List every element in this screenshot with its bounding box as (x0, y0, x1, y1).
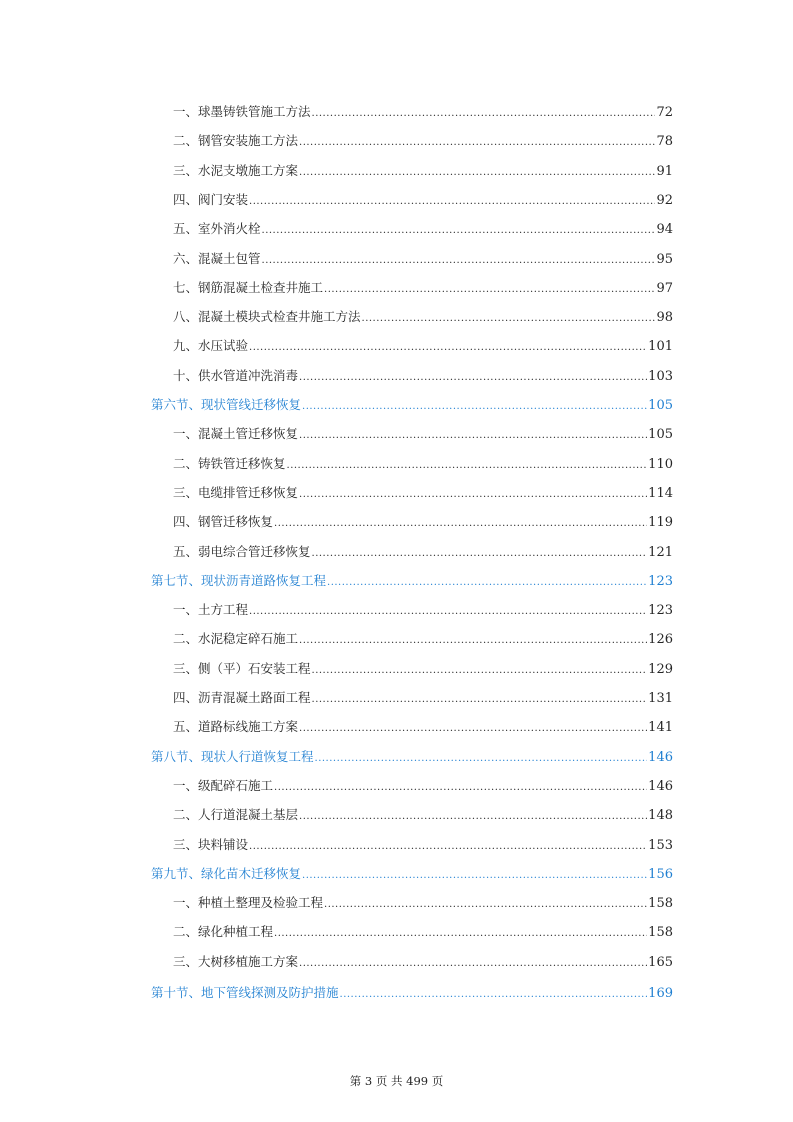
toc-entry-title: 四、钢管迁移恢复 (173, 514, 274, 530)
toc-page-number: 119 (648, 515, 673, 531)
toc-subsection-entry[interactable] (173, 308, 673, 326)
toc-leader-dots (302, 398, 647, 416)
toc-leader-dots (299, 486, 647, 504)
toc-subsection-entry[interactable] (173, 836, 673, 854)
toc-subsection-entry[interactable] (173, 660, 673, 678)
toc-leader-dots (312, 105, 656, 123)
toc-page-number: 146 (648, 778, 673, 794)
toc-leader-dots (249, 603, 647, 621)
toc-subsection-entry[interactable] (173, 103, 673, 121)
toc-leader-dots (287, 457, 648, 475)
toc-page-number: 92 (656, 192, 673, 208)
toc-entry-title: 二、铸铁管迁移恢复 (173, 455, 286, 471)
toc-entry-title: 二、钢管安装施工方法 (173, 133, 299, 149)
toc-subsection-entry[interactable] (173, 894, 673, 912)
toc-page-number: 114 (648, 485, 673, 501)
toc-entry-title: 第九节、绿化苗木迁移恢复 (151, 865, 302, 881)
toc-leader-dots (340, 986, 648, 1004)
toc-entry-title: 五、弱电综合管迁移恢复 (173, 543, 311, 559)
toc-entry-title: 一、种植土整理及检验工程 (173, 895, 324, 911)
toc-leader-dots (302, 867, 647, 885)
toc-subsection-entry[interactable] (173, 220, 673, 238)
toc-subsection-entry[interactable] (173, 337, 673, 355)
toc-leader-dots (299, 955, 647, 973)
toc-leader-dots (312, 545, 648, 563)
toc-page-number: 169 (648, 986, 673, 1001)
toc-page-number: 91 (656, 163, 673, 179)
toc-page-number: 103 (648, 368, 673, 384)
toc-page-number: 101 (648, 339, 673, 355)
toc-subsection-entry[interactable] (173, 689, 673, 707)
toc-page-number: 141 (648, 720, 673, 736)
toc-section-entry[interactable] (151, 748, 673, 766)
toc-page-number: 78 (656, 134, 673, 150)
toc-page-number: 129 (648, 661, 673, 677)
toc-page-number: 121 (648, 544, 673, 560)
toc-page-number: 148 (648, 808, 673, 824)
toc-leader-dots (249, 838, 647, 856)
toc-page-number: 97 (656, 280, 673, 296)
toc-entry-title: 六、混凝土包管 (173, 250, 261, 266)
toc-leader-dots (249, 193, 655, 211)
toc-leader-dots (299, 164, 655, 182)
toc-entry-title: 八、混凝土模块式检查井施工方法 (173, 309, 361, 325)
toc-subsection-entry[interactable] (173, 484, 673, 502)
toc-page-number: 110 (648, 456, 673, 472)
toc-page-number: 156 (648, 866, 673, 882)
toc-leader-dots (315, 750, 648, 768)
toc-entry-title: 第七节、现状沥青道路恢复工程 (151, 572, 327, 588)
toc-entry-title: 二、绿化种植工程 (173, 924, 274, 940)
toc-leader-dots (249, 339, 647, 357)
toc-subsection-entry[interactable] (173, 630, 673, 648)
toc-entry-title: 五、室外消火栓 (173, 221, 261, 237)
toc-subsection-entry[interactable] (173, 953, 673, 971)
toc-entry-title: 四、阀门安装 (173, 191, 249, 207)
toc-entry-title: 三、电缆排管迁移恢复 (173, 484, 299, 500)
toc-subsection-entry[interactable] (173, 425, 673, 443)
page-number-text: 第 3 页 共 499 页 (349, 1074, 444, 1088)
toc-leader-dots (299, 134, 655, 152)
toc-page-number: 105 (648, 398, 673, 413)
toc-page-number: 94 (656, 222, 673, 238)
toc-entry-title: 二、水泥稳定碎石施工 (173, 631, 299, 647)
toc-subsection-entry[interactable] (173, 923, 673, 941)
toc-section-entry[interactable] (151, 865, 673, 883)
toc-leader-dots (299, 427, 647, 445)
toc-section-entry[interactable] (151, 396, 673, 414)
toc-entry-title: 七、钢筋混凝土检查井施工 (173, 279, 324, 295)
toc-leader-dots (299, 369, 647, 387)
toc-page-number: 158 (648, 896, 673, 912)
toc-leader-dots (312, 691, 648, 709)
toc-entry-title: 一、土方工程 (173, 602, 249, 618)
toc-subsection-entry[interactable] (173, 132, 673, 150)
toc-entry-title: 三、水泥支墩施工方案 (173, 162, 299, 178)
toc-subsection-entry[interactable] (173, 250, 673, 268)
toc-subsection-entry[interactable] (173, 279, 673, 297)
toc-entry-title: 一、混凝土管迁移恢复 (173, 426, 299, 442)
toc-entry-title: 一、球墨铸铁管施工方法 (173, 104, 311, 119)
toc-entry-title: 三、大树移植施工方案 (173, 953, 299, 969)
toc-page-number: 165 (648, 954, 673, 970)
toc-subsection-entry[interactable] (173, 513, 673, 531)
toc-leader-dots (324, 896, 647, 914)
toc-entry-title: 三、块料铺设 (173, 836, 249, 852)
toc-page-number: 72 (656, 105, 673, 120)
toc-page-number: 146 (648, 749, 673, 765)
toc-page-number: 131 (648, 691, 673, 706)
toc-section-entry[interactable] (151, 572, 673, 590)
toc-entry-title: 五、道路标线施工方案 (173, 719, 299, 735)
toc-page-number: 123 (648, 603, 673, 619)
toc-subsection-entry[interactable] (173, 367, 673, 385)
toc-subsection-entry[interactable] (173, 191, 673, 209)
toc-entry-title: 第六节、现状管线迁移恢复 (151, 397, 302, 412)
toc-leader-dots (312, 662, 648, 680)
toc-subsection-entry[interactable] (173, 718, 673, 736)
toc-subsection-entry[interactable] (173, 601, 673, 619)
toc-page-number: 153 (648, 837, 673, 853)
toc-entry-title: 十、供水管道冲洗消毒 (173, 367, 299, 383)
toc-subsection-entry[interactable] (173, 162, 673, 180)
toc-subsection-entry[interactable] (173, 806, 673, 824)
toc-leader-dots (299, 720, 647, 738)
toc-page-number: 158 (648, 925, 673, 941)
toc-page-number: 95 (656, 251, 673, 267)
toc-entry-title: 第八节、现状人行道恢复工程 (151, 748, 314, 764)
toc-entry-title: 第十节、地下管线探测及防护措施 (151, 985, 339, 1000)
toc-subsection-entry[interactable] (173, 777, 673, 795)
toc-page-number: 126 (648, 632, 673, 648)
toc-entry-title: 九、水压试验 (173, 338, 249, 354)
toc-entry-title: 一、级配碎石施工 (173, 777, 274, 793)
toc-subsection-entry[interactable] (173, 543, 673, 561)
page-footer (0, 1073, 793, 1089)
toc-page-number: 105 (648, 427, 673, 443)
toc-page-number: 123 (648, 573, 673, 589)
toc-leader-dots (262, 252, 656, 270)
toc-leader-dots (274, 779, 647, 797)
toc-entry-title: 三、侧（平）石安装工程 (173, 660, 311, 676)
toc-section-entry[interactable] (151, 984, 673, 1002)
toc-leader-dots (362, 310, 656, 328)
toc-entry-title: 二、人行道混凝土基层 (173, 807, 299, 823)
toc-leader-dots (274, 515, 647, 533)
toc-leader-dots (274, 925, 647, 943)
toc-leader-dots (299, 808, 647, 826)
toc-leader-dots (324, 281, 655, 299)
toc-leader-dots (262, 222, 656, 240)
toc-subsection-entry[interactable] (173, 455, 673, 473)
toc-page-number: 98 (656, 310, 673, 326)
toc-entry-title: 四、沥青混凝土路面工程 (173, 690, 311, 705)
toc-leader-dots (327, 574, 647, 592)
toc-leader-dots (299, 632, 647, 650)
